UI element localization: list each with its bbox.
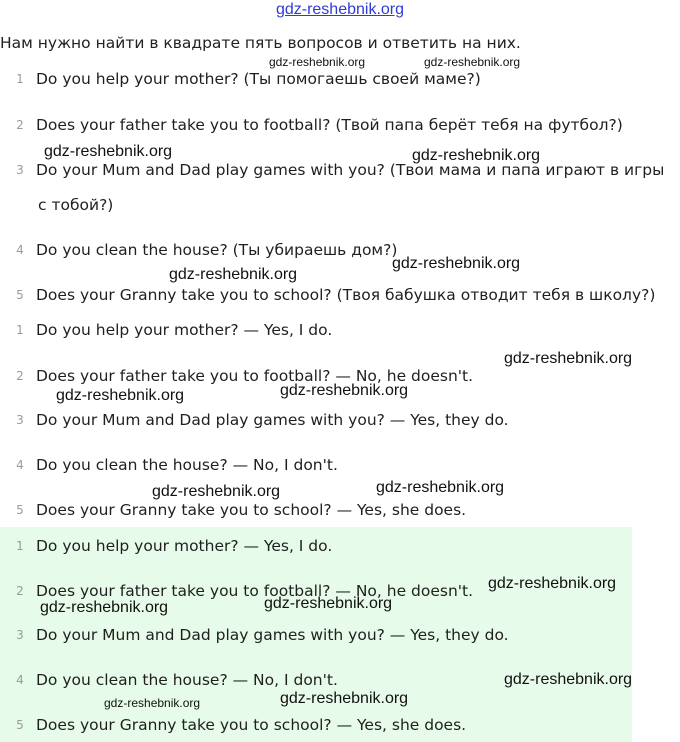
- question-number: 4: [16, 243, 24, 257]
- intro-text: Нам нужно найти в квадрате пять вопросов и ответить на них.: [0, 34, 521, 52]
- answer-number: 5: [16, 718, 24, 732]
- watermark: gdz-reshebnik.org: [40, 599, 169, 616]
- question-text: Do you help your mother? (Ты помогаешь своей маме?): [36, 70, 481, 88]
- question-text: Do you clean the house? (Ты убираешь дом?): [36, 241, 398, 259]
- watermark: gdz-reshebnik.org: [424, 55, 521, 69]
- answer-number: 2: [16, 584, 24, 598]
- watermark: gdz-reshebnik.org: [152, 483, 281, 500]
- watermark: gdz-reshebnik.org: [104, 696, 201, 710]
- answer-text: Does your Granny take you to school? — Yes, she does.: [36, 716, 467, 734]
- question-number: 1: [16, 72, 24, 86]
- answer-text: Do you help your mother? — Yes, I do.: [36, 321, 333, 339]
- watermark: gdz-reshebnik.org: [488, 575, 617, 592]
- question-number: 2: [16, 118, 24, 132]
- answer-number: 3: [16, 628, 24, 642]
- watermark: gdz-reshebnik.org: [56, 387, 185, 404]
- watermark: gdz-reshebnik.org: [376, 479, 505, 496]
- watermark: gdz-reshebnik.org: [280, 382, 409, 399]
- watermark: gdz-reshebnik.org: [504, 671, 633, 688]
- watermark: gdz-reshebnik.org: [169, 266, 298, 283]
- answer-number: 2: [16, 369, 24, 383]
- answer-text: Do you help your mother? — Yes, I do.: [36, 537, 333, 555]
- answer-text: Do your Mum and Dad play games with you? — Yes, they do.: [36, 411, 509, 429]
- question-number: 3: [16, 163, 24, 177]
- watermark: gdz-reshebnik.org: [392, 255, 521, 272]
- question-number: 5: [16, 288, 24, 302]
- answer-text: Does your Granny take you to school? — Yes, she does.: [36, 501, 467, 519]
- answer-text: Do your Mum and Dad play games with you? — Yes, they do.: [36, 626, 509, 644]
- answer-number: 4: [16, 673, 24, 687]
- watermark: gdz-reshebnik.org: [280, 690, 409, 707]
- question-text: Does your Granny take you to school? (Твоя бабушка отводит тебя в школу?): [36, 286, 656, 304]
- answer-text: Do you clean the house? — No, I don't.: [36, 456, 338, 474]
- watermark: gdz-reshebnik.org: [44, 143, 173, 160]
- site-logo-link[interactable]: gdz-reshebnik.org: [275, 1, 405, 18]
- watermark: gdz-reshebnik.org: [412, 147, 541, 164]
- answer-number: 3: [16, 413, 24, 427]
- answer-number: 5: [16, 503, 24, 517]
- answer-text: Does your father take you to football? — No, he doesn't.: [36, 582, 474, 600]
- answer-number: 1: [16, 323, 24, 337]
- answer-number: 1: [16, 539, 24, 553]
- watermark: gdz-reshebnik.org: [264, 595, 393, 612]
- answer-text: Do you clean the house? — No, I don't.: [36, 671, 338, 689]
- watermark: gdz-reshebnik.org: [504, 350, 633, 367]
- question-text: Do your Mum and Dad play games with you? (Твои мама и папа играют в игры: [36, 161, 665, 179]
- question-text-continued: с тобой?): [38, 196, 114, 214]
- answer-number: 4: [16, 458, 24, 472]
- watermark: gdz-reshebnik.org: [269, 55, 366, 69]
- question-text: Does your father take you to football? (Твой папа берёт тебя на футбол?): [36, 116, 623, 134]
- answer-text: Does your father take you to football? — No, he doesn't.: [36, 367, 474, 385]
